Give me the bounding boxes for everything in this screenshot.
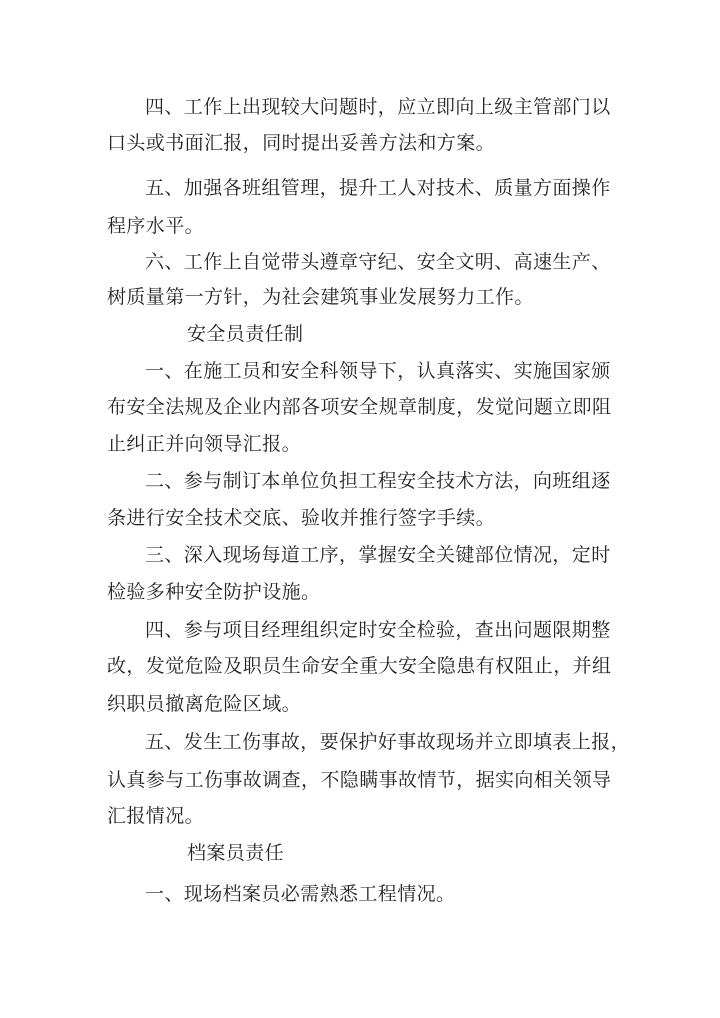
- paragraph-line: 布安全法规及企业内部各项安全规章制度，发觉问题立即阻: [107, 396, 612, 418]
- section-heading: 档案员责任: [187, 842, 285, 864]
- paragraph-line: 织职员撤离危险区域。: [107, 693, 302, 715]
- paragraph-line: 程序水平。: [107, 215, 205, 237]
- paragraph-line: 汇报情况。: [107, 805, 205, 827]
- paragraph-line: 一、现场档案员必需熟悉工程情况。: [145, 883, 456, 905]
- paragraph-line: 五、发生工伤事故，要保护好事故现场并立即填表上报，: [145, 731, 631, 753]
- paragraph-line: 二、参与制订本单位负担工程安全技术方法，向班组逐: [145, 470, 611, 492]
- paragraph-line: 止纠正并向领导汇报。: [107, 433, 302, 455]
- paragraph-line: 检验多种安全防护设施。: [107, 581, 321, 603]
- paragraph-line: 条进行安全技术交底、验收并推行签字手续。: [107, 507, 496, 529]
- paragraph-line: 口头或书面汇报，同时提出妥善方法和方案。: [107, 132, 496, 154]
- paragraph-line: 四、参与项目经理组织定时安全检验，查出问题限期整: [145, 619, 611, 641]
- paragraph-line: 四、工作上出现较大问题时，应立即向上级主管部门以: [145, 96, 611, 118]
- paragraph-line: 六、工作上自觉带头遵章守纪、安全文明、高速生产、: [145, 251, 611, 273]
- section-heading: 安全员责任制: [187, 323, 304, 345]
- paragraph-line: 树质量第一方针，为社会建筑事业发展努力工作。: [107, 286, 534, 308]
- paragraph-line: 一、在施工员和安全科领导下，认真落实、实施国家颁: [145, 360, 611, 382]
- paragraph-line: 改，发觉危险及职员生命安全重大安全隐患有权阻止，并组: [107, 655, 612, 677]
- paragraph-line: 三、深入现场每道工序，掌握安全关键部位情况，定时: [145, 544, 611, 566]
- paragraph-line: 五、加强各班组管理，提升工人对技术、质量方面操作: [145, 177, 611, 199]
- paragraph-line: 认真参与工伤事故调查，不隐瞒事故情节，据实向相关领导: [107, 769, 612, 791]
